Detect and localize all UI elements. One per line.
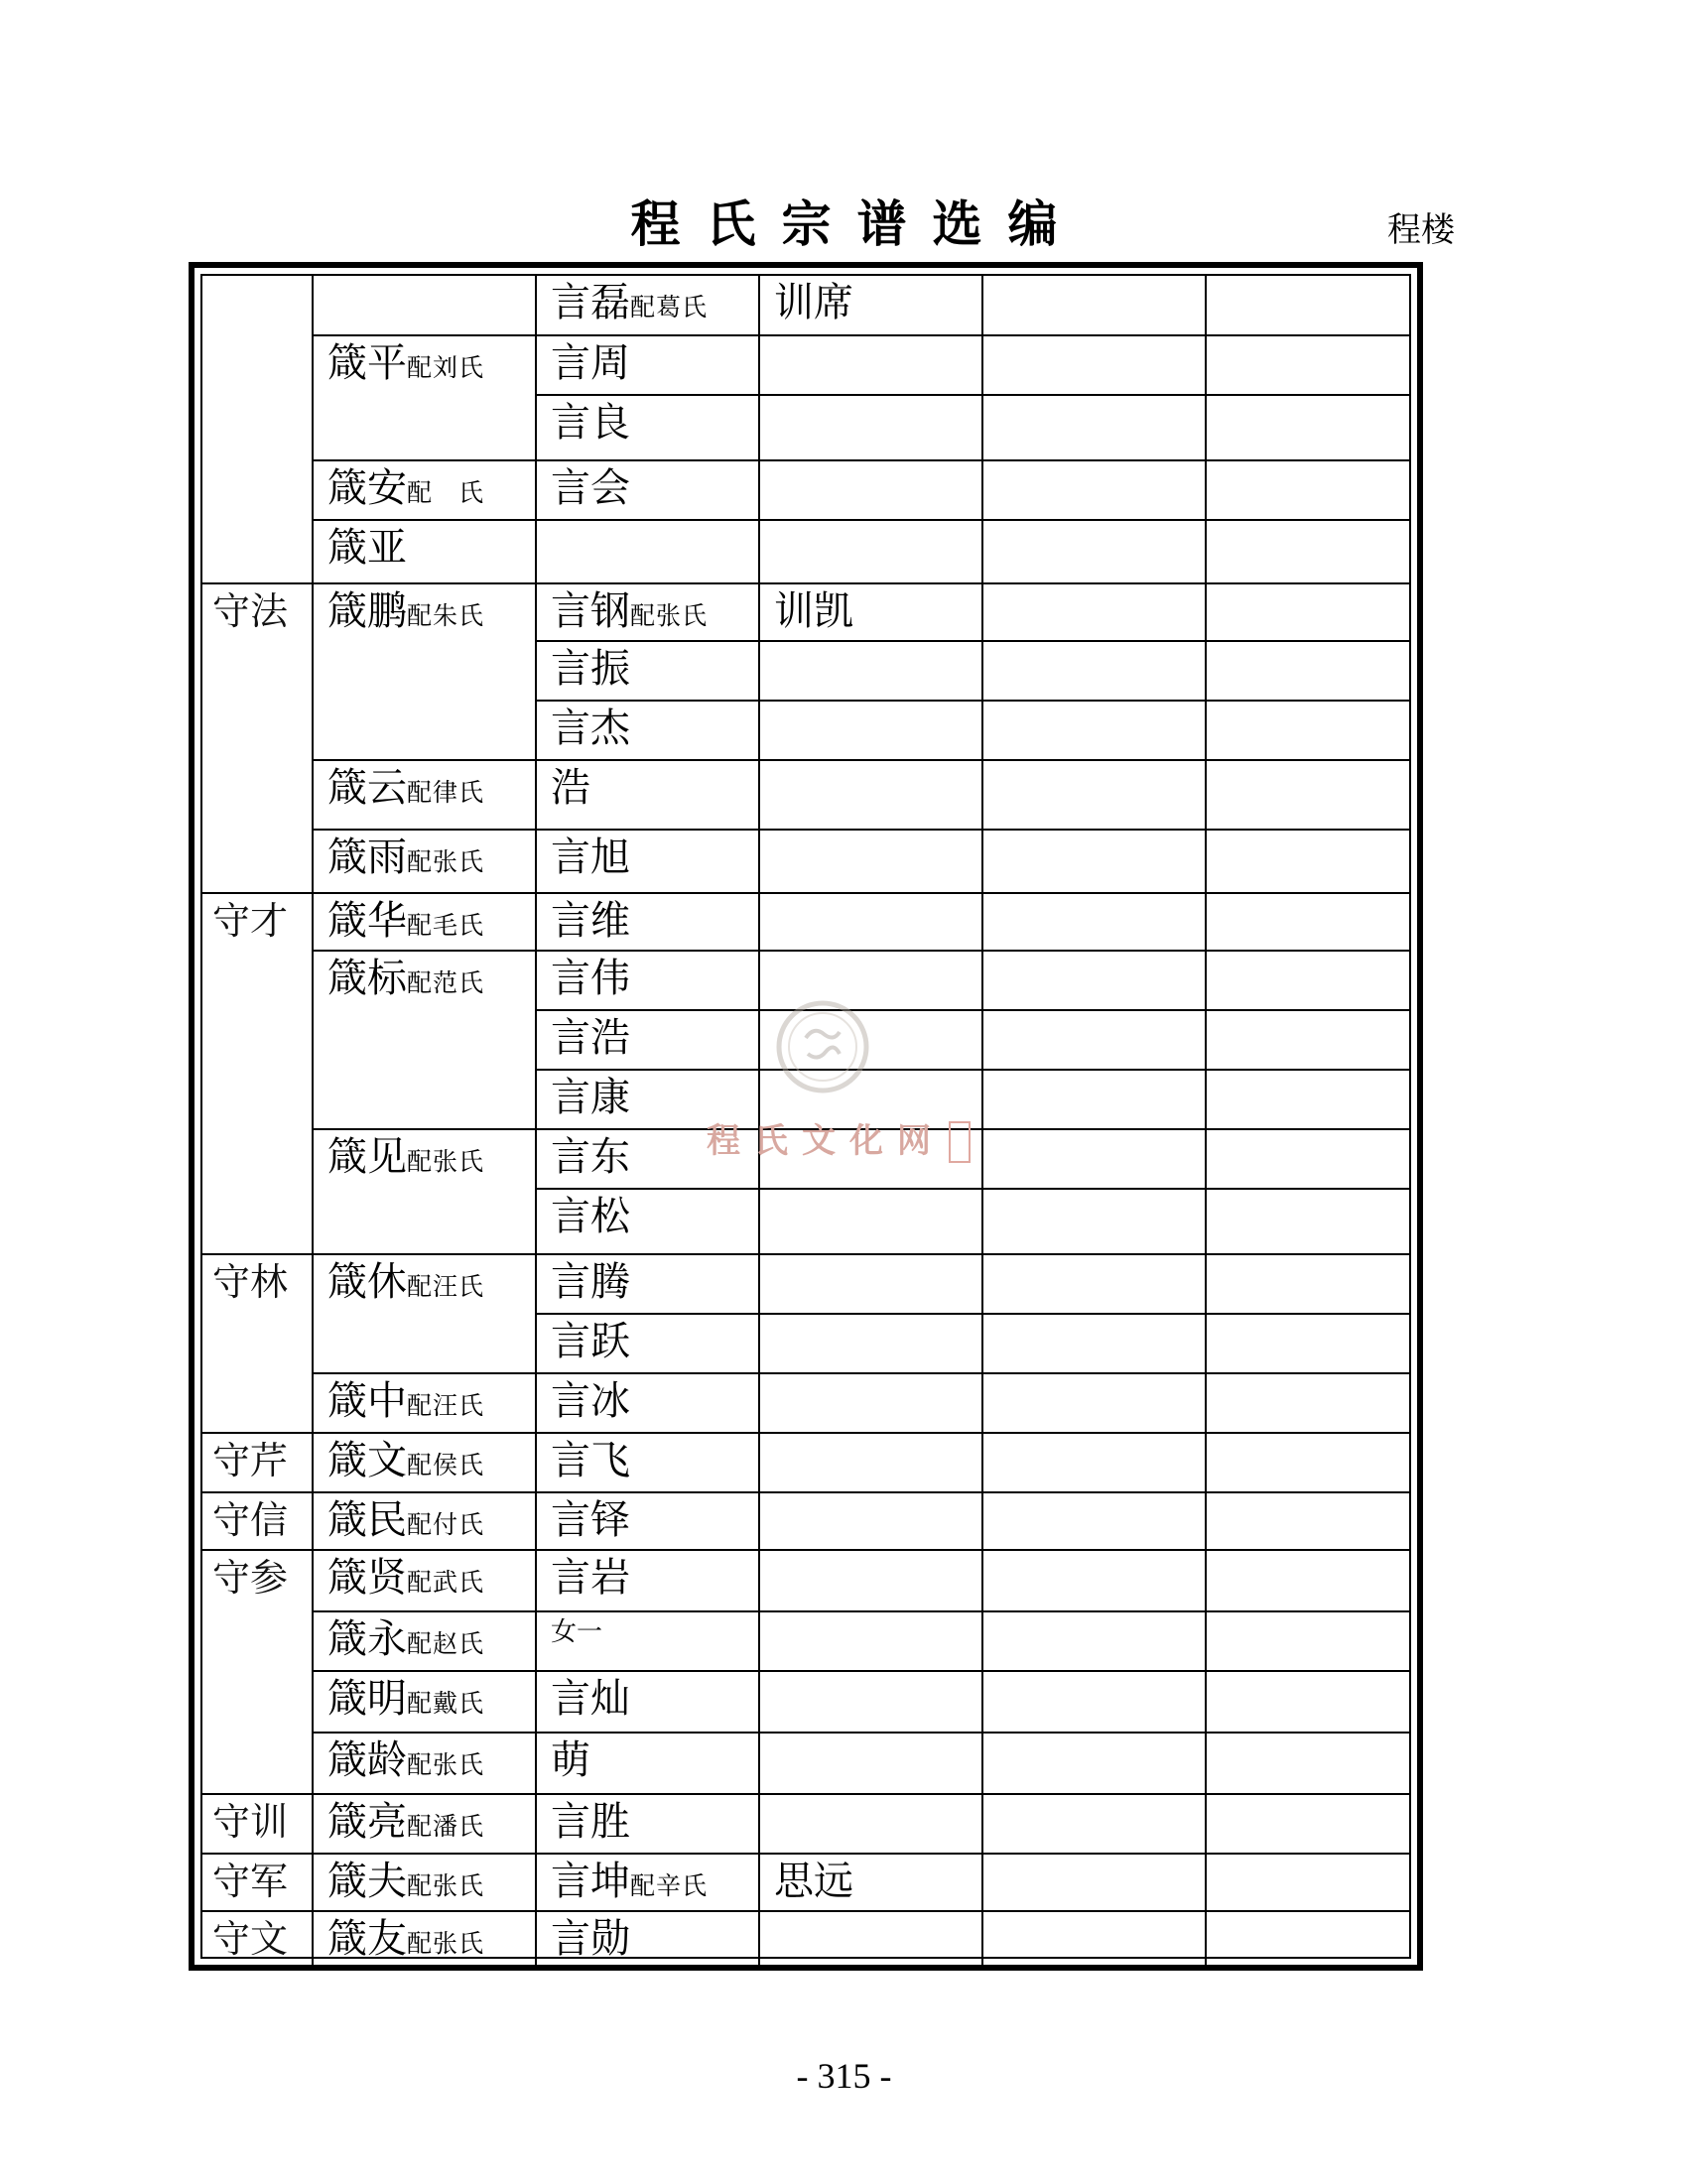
generation-3-cell [536,1373,759,1433]
generation-6-cell [1206,1733,1409,1794]
name: 箴华 [327,898,407,944]
name: 言会 [551,465,630,511]
name: 守芹 [212,1439,289,1482]
generation-3-cell [536,701,759,760]
name: 守信 [212,1498,289,1542]
name: 箴民 [327,1497,407,1543]
generation-4-cell [759,701,982,760]
generation-3-cell [536,1070,759,1129]
generation-2-cell [313,1794,536,1854]
generation-4-cell [759,1611,982,1671]
generation-6-cell [1206,583,1409,641]
generation-5-cell [982,460,1206,520]
generation-2-cell [313,1671,536,1733]
generation-3-cell [536,335,759,395]
generation-5-cell [982,1129,1206,1189]
name: 言腾 [551,1259,630,1305]
name: 守林 [212,1260,289,1304]
generation-3-cell [536,1794,759,1854]
name: 言振 [551,646,630,692]
generation-2-cell [313,276,536,335]
generation-2-cell [313,1254,536,1373]
name: 箴亮 [327,1799,407,1845]
generation-3-cell [536,1314,759,1373]
generation-4-cell [759,1314,982,1373]
generation-4-cell [759,641,982,701]
generation-4-cell [759,1254,982,1314]
generation-2-cell [313,951,536,1129]
table-row [202,335,1409,395]
generation-4-cell [759,1911,982,1969]
generation-6-cell [1206,1611,1409,1671]
generation-3-cell [536,276,759,335]
spouse: 配汪氏 [407,1272,485,1301]
watermark-text: 程氏文化网 [707,1121,945,1161]
name: 箴云 [327,765,407,811]
generation-2-cell [313,830,536,893]
name: 箴安 [327,465,407,511]
generation-6-cell [1206,1794,1409,1854]
generation-1-cell [202,1794,313,1854]
generation-6-cell [1206,1189,1409,1254]
name: 言磊 [551,280,630,325]
name: 训席 [774,280,853,325]
generation-6-cell [1206,951,1409,1010]
generation-5-cell [982,893,1206,951]
generation-3-cell [536,460,759,520]
name: 箴龄 [327,1737,407,1783]
generation-2-cell [313,1433,536,1492]
name: 言浩 [551,1015,630,1061]
generation-5-cell [982,951,1206,1010]
generation-5-cell [982,395,1206,460]
name: 言勋 [551,1916,630,1962]
generation-6-cell [1206,1373,1409,1433]
generation-3-cell [536,893,759,951]
generation-6-cell [1206,1254,1409,1314]
spouse: 配刘氏 [407,353,485,382]
name: 言胜 [551,1799,630,1845]
generation-3-cell [536,1733,759,1794]
name: 箴中 [327,1378,407,1424]
generation-4-cell [759,1492,982,1550]
generation-5-cell [982,335,1206,395]
generation-5-cell [982,1854,1206,1911]
generation-3-cell [536,520,759,583]
generation-5-cell [982,1314,1206,1373]
name: 箴标 [327,956,407,1001]
generation-3-cell [536,583,759,641]
name: 箴休 [327,1259,407,1305]
generation-4-cell [759,760,982,830]
table-row [202,1794,1409,1854]
table-row [202,1373,1409,1433]
generation-5-cell [982,830,1206,893]
generation-5-cell [982,701,1206,760]
generation-6-cell [1206,1314,1409,1373]
table-row [202,893,1409,951]
name: 浩 [551,765,590,811]
generation-6-cell [1206,1129,1409,1189]
generation-1-cell [202,583,313,893]
name: 箴雨 [327,835,407,880]
generation-4-cell [759,1550,982,1611]
generation-5-cell [982,520,1206,583]
generation-4-cell [759,1671,982,1733]
name: 箴亚 [327,525,407,571]
table-row [202,1492,1409,1550]
name: 言松 [551,1194,630,1239]
generation-3-cell [536,1671,759,1733]
table-row [202,1911,1409,1969]
generation-3-cell [536,1611,759,1671]
name: 思远 [774,1859,853,1904]
generation-6-cell [1206,1911,1409,1969]
generation-4-cell [759,893,982,951]
generation-2-cell [313,1854,536,1911]
table-row [202,520,1409,583]
name: 箴明 [327,1676,407,1722]
name: 言伟 [551,956,630,1001]
generation-6-cell [1206,893,1409,951]
generation-2-cell [313,760,536,830]
name: 言周 [551,340,630,386]
generation-5-cell [982,583,1206,641]
name: 箴友 [327,1916,407,1962]
name: 言灿 [551,1676,630,1722]
genealogy-table-inner [200,274,1411,1962]
generation-3-cell [536,1550,759,1611]
generation-6-cell [1206,1433,1409,1492]
generation-6-cell [1206,276,1409,335]
generation-4-cell [759,460,982,520]
generation-3-cell [536,1189,759,1254]
watermark-seal-icon [774,998,871,1095]
spouse: 配张氏 [407,1147,485,1176]
generation-4-cell [759,1433,982,1492]
spouse: 配 氏 [407,478,485,507]
generation-3-cell [536,1254,759,1314]
name: 训凯 [774,588,853,634]
generation-3-cell [536,395,759,460]
page-title: 程氏宗谱选编 [630,194,1084,253]
generation-6-cell [1206,641,1409,701]
name: 守训 [212,1800,289,1844]
spouse: 配侯氏 [407,1451,485,1479]
generation-4-cell [759,1189,982,1254]
spouse: 配范氏 [407,968,485,997]
spouse: 配葛氏 [630,293,709,321]
generation-6-cell [1206,1492,1409,1550]
generation-6-cell [1206,1070,1409,1129]
generation-4-cell [759,335,982,395]
generation-3-cell [536,1911,759,1969]
generation-5-cell [982,1550,1206,1611]
generation-6-cell [1206,460,1409,520]
generation-5-cell [982,1433,1206,1492]
table-row [202,760,1409,830]
generation-5-cell [982,1189,1206,1254]
generation-1-cell [202,1911,313,1969]
name: 箴夫 [327,1859,407,1904]
table-row [202,1671,1409,1733]
name: 箴平 [327,340,407,386]
name: 言铎 [551,1497,630,1543]
generation-4-cell [759,583,982,641]
generation-2-cell [313,1550,536,1611]
spouse: 配张氏 [407,1750,485,1779]
table-row [202,1550,1409,1611]
generation-6-cell [1206,520,1409,583]
name: 言钢 [551,588,630,634]
generation-3-cell [536,830,759,893]
name: 箴见 [327,1134,407,1180]
generation-5-cell [982,1070,1206,1129]
generation-5-cell [982,641,1206,701]
name: 言跃 [551,1319,630,1364]
generation-2-cell [313,1492,536,1550]
generation-5-cell [982,760,1206,830]
spouse: 配张氏 [407,1871,485,1900]
name: 言康 [551,1075,630,1120]
table-row [202,460,1409,520]
spouse: 配张氏 [407,1929,485,1958]
generation-3-cell [536,760,759,830]
table-row [202,1733,1409,1794]
generation-2-cell [313,1911,536,1969]
generation-1-cell [202,1854,313,1911]
generation-6-cell [1206,1854,1409,1911]
generation-5-cell [982,1254,1206,1314]
name: 言维 [551,898,630,944]
table-row [202,830,1409,893]
generation-3-cell [536,1010,759,1070]
name: 言岩 [551,1555,630,1601]
generation-2-cell [313,583,536,760]
generation-5-cell [982,1492,1206,1550]
generation-2-cell [313,1373,536,1433]
generation-6-cell [1206,1671,1409,1733]
spouse: 配武氏 [407,1568,485,1597]
generation-2-cell [313,1733,536,1794]
spouse: 配朱氏 [407,601,485,630]
generation-1-cell [202,276,313,583]
name: 言飞 [551,1438,630,1483]
name: 言冰 [551,1378,630,1424]
generation-5-cell [982,1010,1206,1070]
page-place-label: 程楼 [1387,210,1455,250]
generation-6-cell [1206,1010,1409,1070]
generation-5-cell [982,1733,1206,1794]
generation-3-cell [536,1492,759,1550]
name: 守法 [212,589,289,633]
generation-4-cell [759,520,982,583]
generation-4-cell [759,276,982,335]
table-row [202,1433,1409,1492]
generation-1-cell [202,1254,313,1433]
name: 守才 [212,899,289,943]
generation-4-cell [759,395,982,460]
generation-2-cell [313,520,536,583]
generation-5-cell [982,1373,1206,1433]
name: 守军 [212,1860,289,1903]
name: 女一 [551,1617,603,1647]
generation-5-cell [982,1611,1206,1671]
generation-1-cell [202,893,313,1254]
name: 萌 [551,1737,590,1783]
genealogy-table-frame [189,262,1423,1971]
spouse: 配毛氏 [407,911,485,940]
name: 箴文 [327,1438,407,1483]
watermark-small-seal-icon [949,1121,971,1163]
table-row [202,1854,1409,1911]
name: 言东 [551,1134,630,1180]
generation-2-cell [313,460,536,520]
generation-5-cell [982,1671,1206,1733]
spouse: 配辛氏 [630,1871,709,1900]
spouse: 配律氏 [407,778,485,807]
spouse: 配潘氏 [407,1812,485,1841]
table-row [202,1254,1409,1314]
generation-4-cell [759,830,982,893]
generation-1-cell [202,1492,313,1550]
generation-3-cell [536,951,759,1010]
name: 箴鹏 [327,588,407,634]
generation-4-cell [759,1854,982,1911]
generation-6-cell [1206,701,1409,760]
generation-2-cell [313,1611,536,1671]
generation-4-cell [759,1373,982,1433]
generation-6-cell [1206,335,1409,395]
name: 言旭 [551,835,630,880]
table-row [202,583,1409,641]
generation-1-cell [202,1433,313,1492]
page-number: - 315 - [796,2056,892,2096]
generation-2-cell [313,893,536,951]
name: 言良 [551,400,630,446]
generation-3-cell [536,641,759,701]
name: 箴永 [327,1616,407,1662]
generation-1-cell [202,1550,313,1794]
spouse: 配张氏 [407,847,485,876]
generation-6-cell [1206,395,1409,460]
table-row [202,1611,1409,1671]
generation-3-cell [536,1854,759,1911]
generation-6-cell [1206,1550,1409,1611]
generation-5-cell [982,276,1206,335]
generation-5-cell [982,1911,1206,1969]
generation-2-cell [313,335,536,460]
generation-6-cell [1206,830,1409,893]
name: 守文 [212,1917,289,1961]
generation-5-cell [982,1794,1206,1854]
table-row [202,276,1409,335]
spouse: 配汪氏 [407,1391,485,1420]
name: 言坤 [551,1859,630,1904]
name: 言杰 [551,706,630,751]
name: 箴贤 [327,1555,407,1601]
generation-4-cell [759,1733,982,1794]
spouse: 配张氏 [630,601,709,630]
spouse: 配赵氏 [407,1629,485,1658]
spouse: 配戴氏 [407,1689,485,1718]
generation-3-cell [536,1433,759,1492]
spouse: 配付氏 [407,1510,485,1539]
generation-6-cell [1206,760,1409,830]
name: 守参 [212,1556,289,1600]
generation-2-cell [313,1129,536,1254]
generation-4-cell [759,1794,982,1854]
